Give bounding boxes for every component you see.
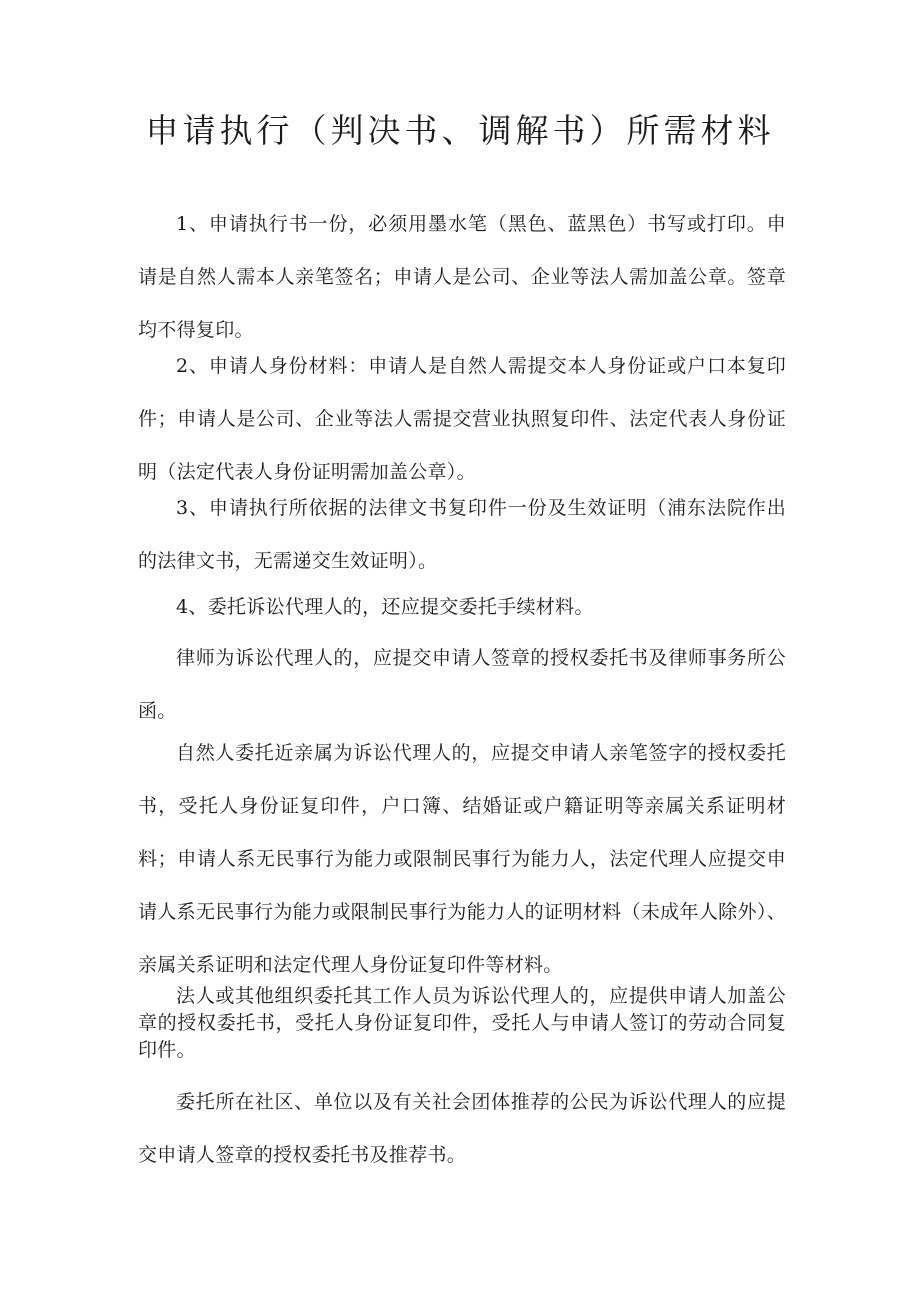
paragraph-agent-materials: 4、委托诉讼代理人的，还应提交委托手续材料。 bbox=[176, 596, 594, 618]
paragraph-lawyer-agent: 律师为诉讼代理人的，应提交申请人签章的授权委托书及律师事务所公函。 bbox=[138, 647, 786, 722]
paragraph-applicant-identity: 2、申请人身份材料：申请人是自然人需提交本人身份证或户口本复印件；申请人是公司、企业等法人需提交营业执照复印件、法定代表人身份证明（法定代表人身份证明需加盖公章）。 bbox=[138, 355, 786, 483]
paragraph-application-document: 1、申请执行书一份，必须用墨水笔（黑色、蓝黑色）书写或打印。申请是自然人需本人亲笔签名；申请人是公司、企业等法人需加盖公章。签章均不得复印。 bbox=[138, 213, 786, 341]
paragraph-relative-agent: 自然人委托近亲属为诉讼代理人的，应提交申请人亲笔签字的授权委托书，受托人身份证复印件，户口簿、结婚证或户籍证明等亲属关系证明材料；申请人系无民事行为能力或限制民事行为能力人，法定代理人应提交申请人系无民事行为能力或限制民事行为能力人的证明材料（未成年人除外）、亲属关系证明和法定代理人身份证复印件等材料。 bbox=[138, 742, 786, 976]
paragraph-community-agent: 委托所在社区、单位以及有关社会团体推荐的公民为诉讼代理人的应提交申请人签章的授权委托书及推荐书。 bbox=[138, 1091, 786, 1166]
paragraph-employee-agent: 法人或其他组织委托其工作人员为诉讼代理人的，应提供申请人加盖公章的授权委托书，受托人身份证复印件，受托人与申请人签订的劳动合同复印件。 bbox=[138, 985, 786, 1061]
paragraph-legal-document-copy: 3、申请执行所依据的法律文书复印件一份及生效证明（浦东法院作出的法律文书，无需递交生效证明）。 bbox=[138, 497, 786, 572]
page-title: 申请执行（判决书、调解书）所需材料 bbox=[145, 111, 775, 150]
